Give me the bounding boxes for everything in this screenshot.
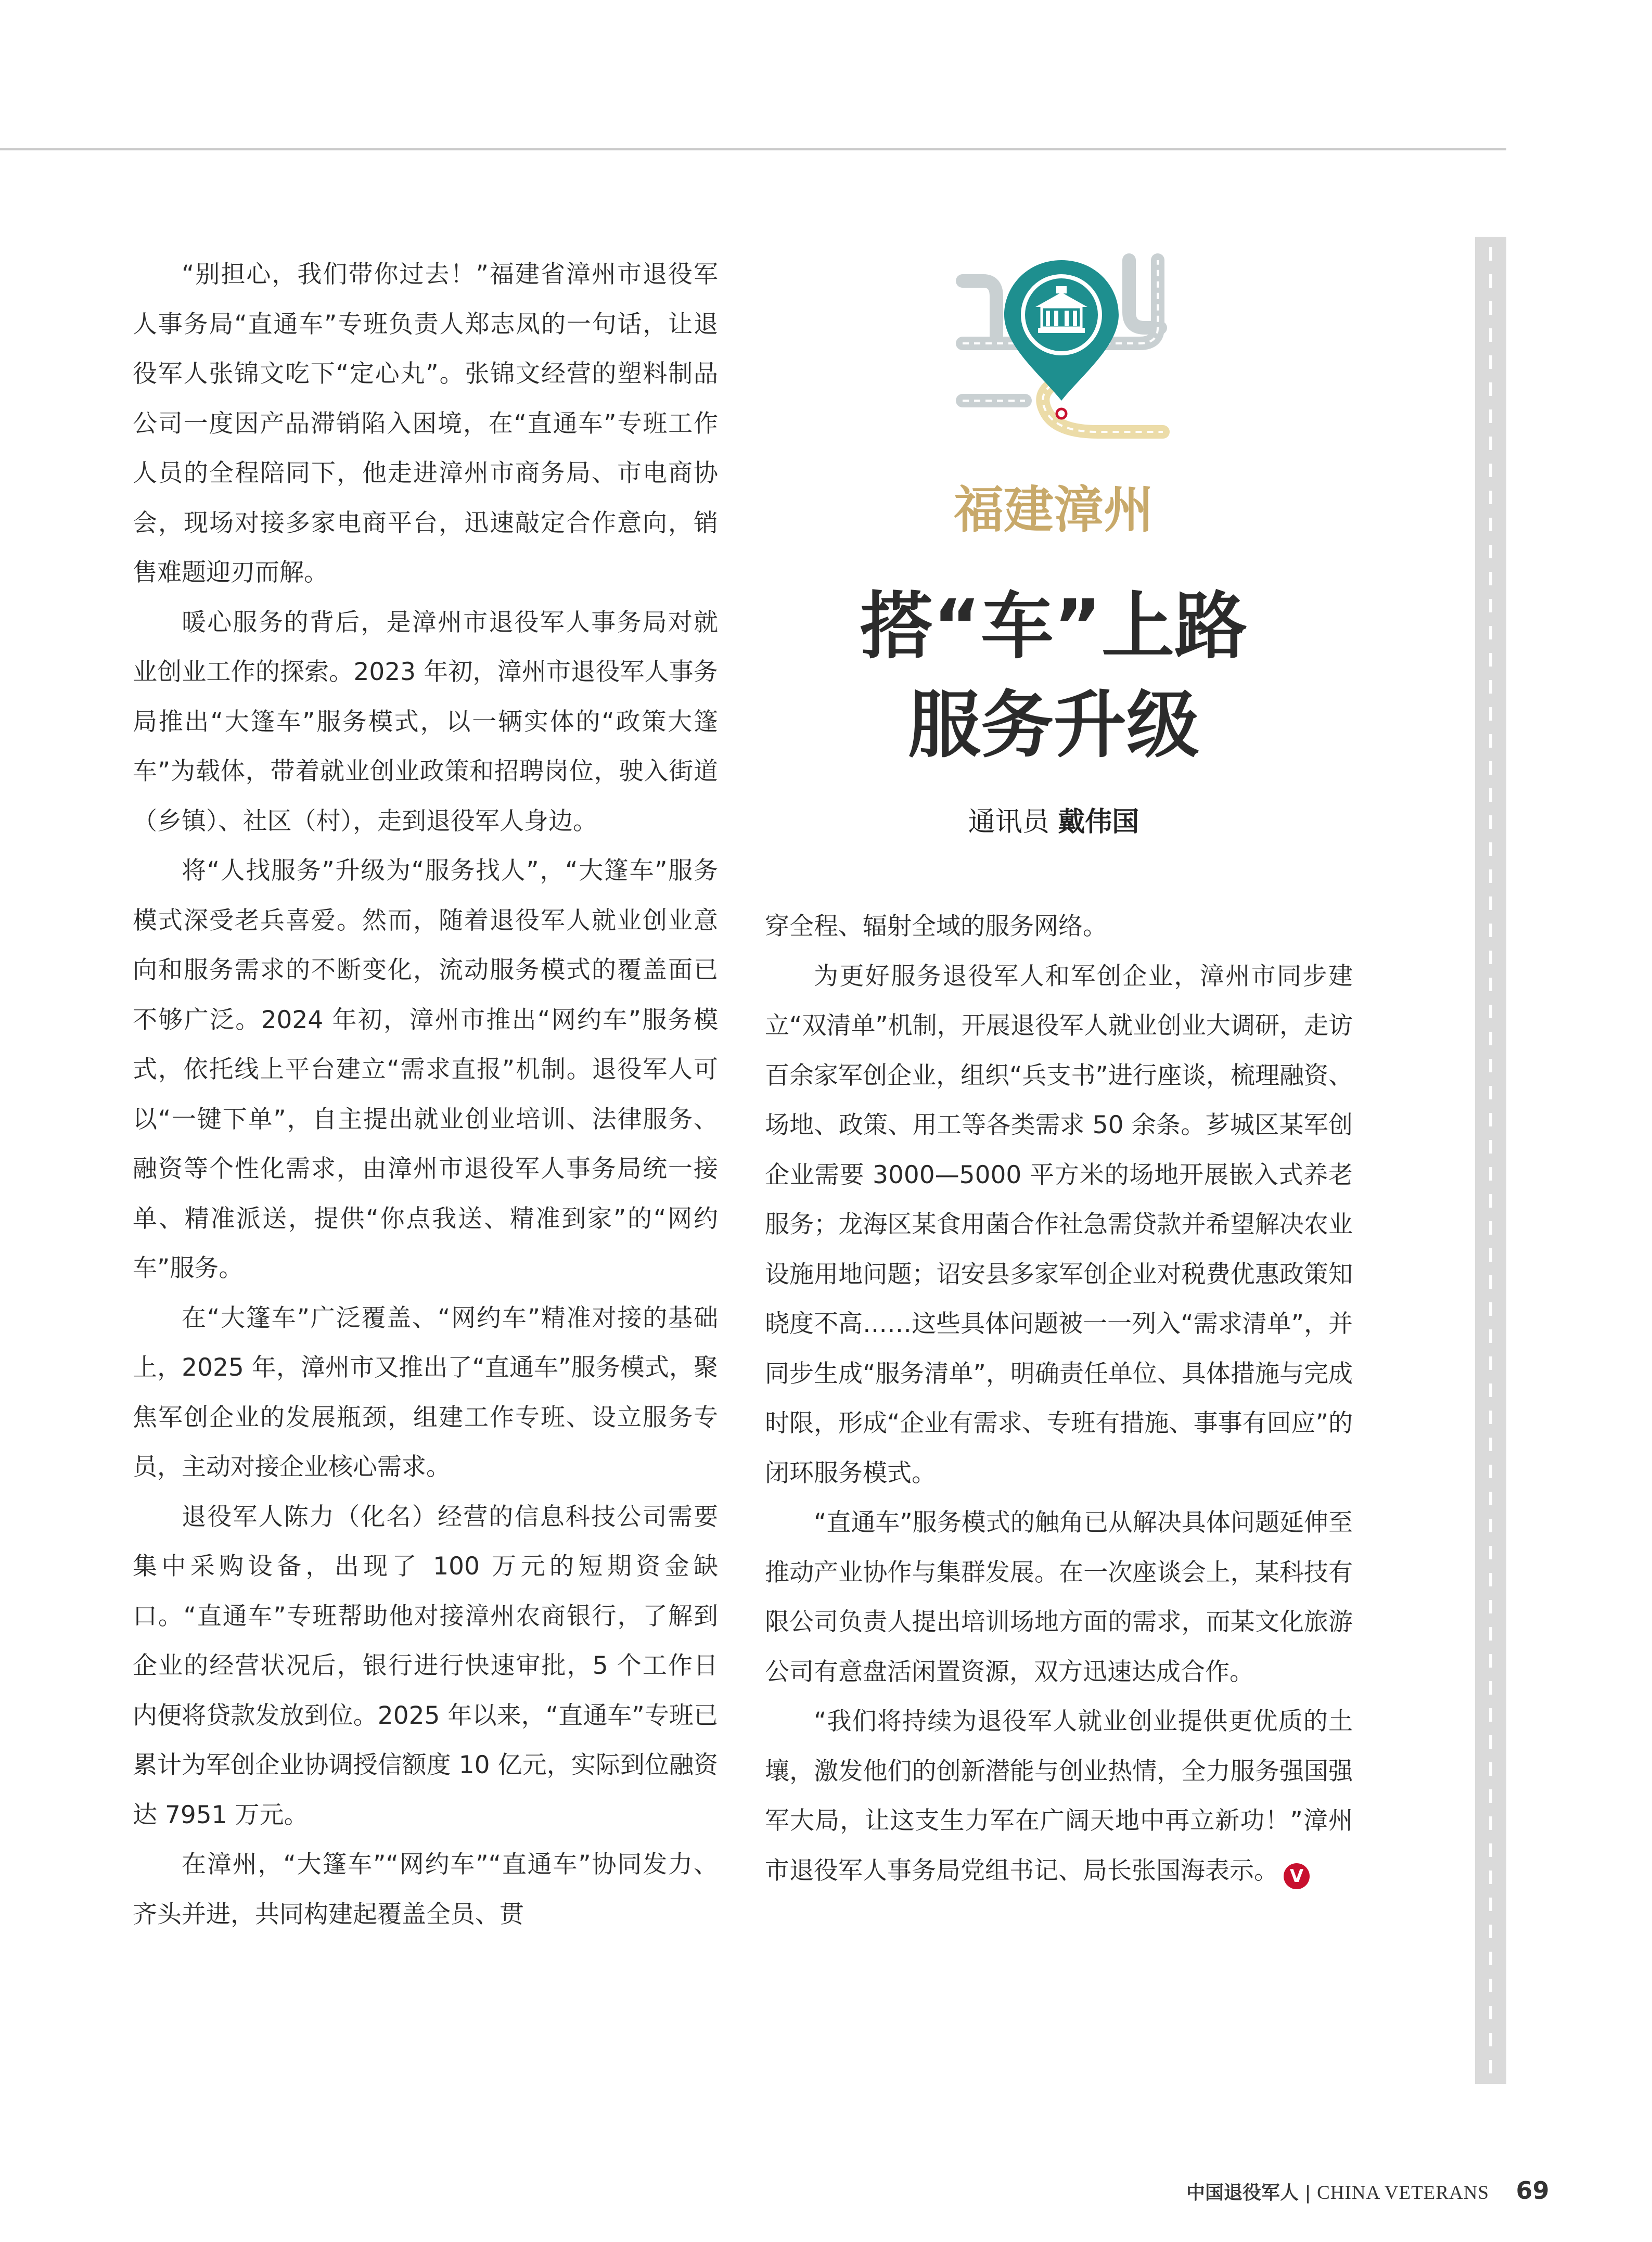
headline-line-1: 搭“车”上路 — [860, 584, 1248, 669]
paragraph: 为更好服务退役军人和军创企业，漳州市同步建立“双清单”机制，开展退役军人就业创业大调研，走访百余家军创企业，组织“兵支书”进行座谈，梳理融资、场地、政策、用工等各类需求 50 余条。芗城区某军创企业需要 3000—5000 平方米的场地开展嵌入式养老服务；龙海区某食用菌合作社急需贷款并希望解决农业设施用地问题；诏安县多家军创企业对税费优惠政策知晓度不高……这些具体问题被一一列入“需求清单”，并同步生成“服务清单”，明确责任单位、具体措施与完成时限，形成“企业有需求、专班有措施、事事有回应”的闭环服务模式。 — [765, 962, 1353, 1488]
paragraph: 暖心服务的背后，是漳州市退役军人事务局对就业创业工作的探索。2023 年初，漳州市退役军人事务局推出“大篷车”服务模式，以一辆实体的“政策大篷车”为载体，带着就业创业政策和招聘岗位，驶入街道（乡镇）、社区（村），走到退役军人身边。 — [133, 608, 718, 836]
footer-separator: | — [1304, 2182, 1311, 2203]
region-label: 福建漳州 — [954, 481, 1154, 539]
paragraph: 将“人找服务”升级为“服务找人”，“大篷车”服务模式深受老兵喜爱。然而，随着退役军人就业创业意向和服务需求的不断变化，流动服务模式的覆盖面已不够广泛。2024 年初，漳州市推出“网约车”服务模式，依托线上平台建立“需求直报”机制。退役军人可以“一键下单”，自主提出就业创业培训、法律服务、融资等个性化需求，由漳州市退役军人事务局统一接单、精准派送，提供“你点我送、精准到家”的“网约车”服务。 — [133, 856, 718, 1283]
magazine-name-en: CHINA VETERANS — [1317, 2182, 1489, 2203]
paragraph: 退役军人陈力（化名）经营的信息科技公司需要集中采购设备，出现了 100 万元的短期资金缺口。“直通车”专班帮助他对接漳州农商银行，了解到企业的经营状况后，银行进行快速审批，5 个工作日内便将贷款发放到位。2025 年以来，“直通车”专班已累计为军创企业协调授信额度 10 亿元，实际到位融资达 7951 万元。 — [133, 1502, 718, 1829]
body-column-right — [765, 902, 1353, 1895]
byline-name: 戴伟国 — [1058, 806, 1139, 838]
page-number: 69 — [1516, 2176, 1549, 2205]
page-footer — [1186, 2172, 1549, 2209]
magazine-name-cn: 中国退役军人 — [1186, 2182, 1299, 2203]
paragraph: 在“大篷车”广泛覆盖、“网约车”精准对接的基础上，2025 年，漳州市又推出了“直通车”服务模式，聚焦军创企业的发展瓶颈，组建工作专班、设立服务专员，主动对接企业核心需求。 — [133, 1303, 718, 1481]
paragraph: 穿全程、辐射全域的服务网络。 — [765, 912, 1107, 941]
side-bar-dashes — [1489, 247, 1492, 2073]
headline-line-2: 服务升级 — [907, 683, 1199, 768]
end-mark-icon: V — [1284, 1863, 1310, 1889]
paragraph: “别担心，我们带你过去！”福建省漳州市退役军人事务局“直通车”专班负责人郑志凤的一句话，让退役军人张锦文吃下“定心丸”。张锦文经营的塑料制品公司一度因产品滞销陷入困境，在“直通车”专班工作人员的全程陪同下，他走进漳州市商务局、市电商协会，现场对接多家电商平台，迅速敲定合作意向，销售难题迎刃而解。 — [133, 260, 718, 587]
byline — [760, 801, 1348, 843]
paragraph — [765, 1697, 1353, 1895]
body-column-left — [133, 250, 718, 1939]
paragraph: 在漳州，“大篷车”“网约车”“直通车”协同发力、齐头并进，共同构建起覆盖全员、贯 — [133, 1850, 718, 1929]
headline — [760, 578, 1348, 775]
top-rule — [0, 148, 1506, 150]
byline-role: 通讯员 — [968, 806, 1049, 838]
paragraph: “直通车”服务模式的触角已从解决具体问题延伸至推动产业协作与集群发展。在一次座谈会上，某科技有限公司负责人提出培训场地方面的需求，而某文化旅游公司有意盘活闲置资源，双方迅速达成合作。 — [765, 1508, 1353, 1686]
paragraph-text: “我们将持续为退役军人就业创业提供更优质的土壤，激发他们的创新潜能与创业热情，全力服务强国强军大局，让这支生力军在广阔天地中再立新功！”漳州市退役军人事务局党组书记、局长张国海表示。 — [765, 1707, 1353, 1885]
side-decoration-bar — [1475, 237, 1506, 2084]
road-map-icon — [952, 250, 1171, 453]
